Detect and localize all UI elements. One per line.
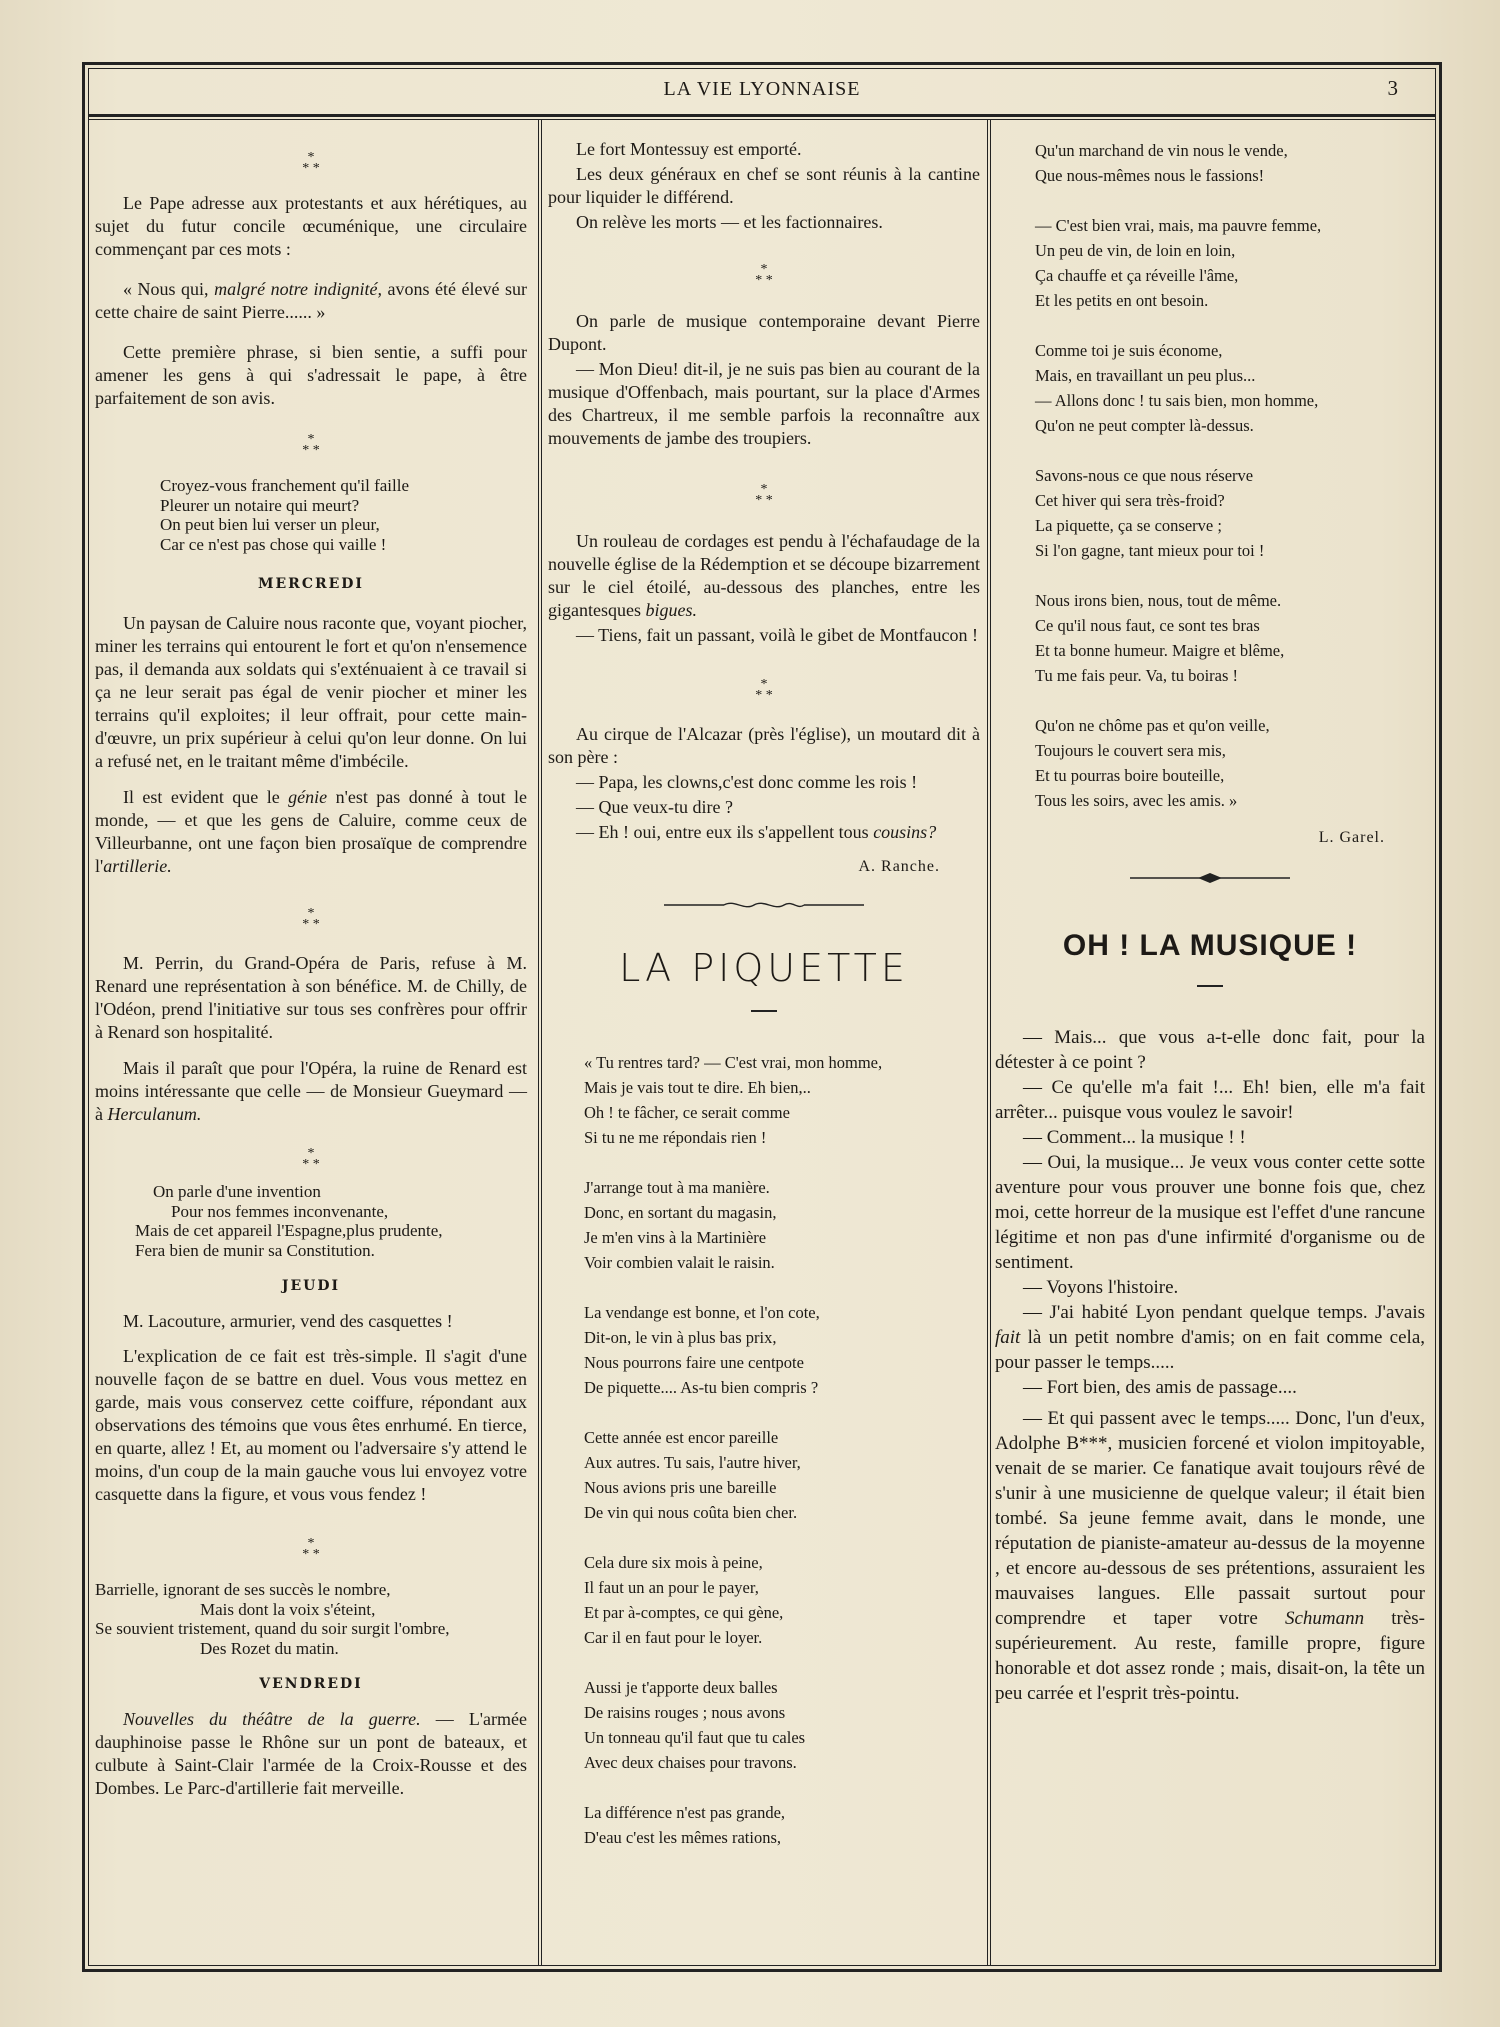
signature: A. Ranche. — [858, 858, 940, 875]
poem-line: Oh ! te fâcher, ce serait comme — [584, 1103, 790, 1122]
section-heading-jeudi: JEUDI — [281, 1278, 341, 1294]
poem-line: Nous irons bien, nous, tout de même. — [1035, 591, 1282, 610]
poem-line: Tu me fais peur. Va, tu boiras ! — [1035, 666, 1239, 685]
poem-stanza — [584, 1675, 980, 1775]
signature: L. Garel. — [1318, 829, 1385, 846]
column-divider-2b — [990, 120, 991, 1966]
poem-line: Un tonneau qu'il faut que tu cales — [584, 1728, 806, 1747]
paragraph: Un rouleau de cordages est pendu à l'échafaudage de la nouvelle église de la Rédemption et se découpe bizarrement sur le ciel étoilé, au-dessous des planches, entre les gigantesques bigues. — [548, 531, 980, 620]
poem-line: La piquette, ça se conserve ; — [1035, 516, 1222, 535]
poem-line: Avec deux chaises pour travons. — [584, 1753, 797, 1772]
poem-line: Cela dure six mois à peine, — [584, 1553, 763, 1572]
poem-line: Et ta bonne humeur. Maigre et blême, — [1035, 641, 1285, 660]
poem-line: La vendange est bonne, et l'on cote, — [584, 1303, 820, 1322]
poem-line: De raisins rouges ; nous avons — [584, 1703, 786, 1722]
poem-body — [548, 1050, 980, 1850]
paragraph: M. Lacouture, armurier, vend des casquettes ! — [123, 1311, 453, 1331]
poem-line: Car il en faut pour le loyer. — [584, 1628, 763, 1647]
ornament-divider — [664, 898, 864, 912]
poem-stanza — [584, 1175, 980, 1275]
header-rule — [88, 114, 1436, 117]
poem-line: « Tu rentres tard? — C'est vrai, mon homme, — [584, 1053, 883, 1072]
poem-line: Que nous-mêmes nous le fassions! — [1035, 166, 1265, 185]
poem-line: La différence n'est pas grande, — [584, 1803, 786, 1822]
poem-line: Et par à-comptes, ce qui gène, — [584, 1603, 784, 1622]
column-1 — [95, 130, 527, 1800]
poem-stanza — [1035, 463, 1425, 563]
poem-body-continued — [995, 138, 1425, 813]
paragraph: Nouvelles du théâtre de la guerre. — L'armée dauphinoise passe le Rhône sur un pont de bateaux, et culbute à Saint-Clair l'armée de la Croix-Rousse et des Dombes. Le Parc-d'artillerie fait merveille. — [95, 1709, 528, 1798]
poem-stanza — [1035, 713, 1425, 813]
asterism: * * * — [755, 482, 773, 508]
paragraph: — Mon Dieu! dit-il, je ne suis pas bien au courant de la musique d'Offenbach, mais pourtant, sur la place d'Armes des Chartreux, il me semble parfois la reconnaître aux mouvements de jambe des troupiers. — [548, 359, 980, 448]
poem-line: Ce qu'il nous faut, ce sont tes bras — [1035, 616, 1260, 635]
poem-line: Mais, en travaillant un peu plus... — [1035, 366, 1256, 385]
paragraph: — Tiens, fait un passant, voilà le gibet de Montfaucon ! — [576, 625, 978, 645]
paragraph: Cette première phrase, si bien sentie, a suffi pour amener les gens à qui s'adressait le pape, à être parfaitement de son avis. — [95, 342, 527, 408]
poem-line: Qu'on ne chôme pas et qu'on veille, — [1035, 716, 1270, 735]
header-rule-thin — [88, 119, 1436, 120]
paragraph: — Papa, les clowns,c'est donc comme les rois ! — [576, 772, 918, 792]
asterism: * * * — [755, 677, 773, 703]
paragraph: — Fort bien, des amis de passage.... — [1023, 1377, 1297, 1398]
verse-block: Croyez-vous franchement qu'il faille Pleurer un notaire qui meurt? On peut bien lui verser un pleur, Car ce n'est pas chose qui vaille ! — [160, 476, 409, 554]
paragraph: On relève les morts — et les factionnaires. — [576, 212, 883, 232]
poem-title: LA PIQUETTE — [619, 946, 909, 990]
paragraph: — Eh ! oui, entre eux ils s'appellent tous cousins? — [576, 822, 937, 842]
article-title: OH ! LA MUSIQUE ! — [1062, 929, 1358, 962]
poem-line: De vin qui nous coûta bien cher. — [584, 1503, 798, 1522]
paragraph: — Que veux-tu dire ? — [576, 797, 733, 817]
poem-line: Je m'en vins à la Martinière — [584, 1228, 767, 1247]
poem-line: Un peu de vin, de loin en loin, — [1035, 241, 1236, 260]
paragraph: — Oui, la musique... Je veux vous conter cette sotte aventure pour vous prouver une bonne fois que, chez moi, cette horreur de la musique est l'effet d'une rancune légitime et non pas d'une infirmité d'organisme ou de sentiment. — [995, 1152, 1425, 1273]
poem-line: Voir combien valait le raisin. — [584, 1253, 775, 1272]
poem-line: Si tu ne me répondais rien ! — [584, 1128, 767, 1147]
poem-line: Cette année est encor pareille — [584, 1428, 779, 1447]
poem-line: De piquette.... As-tu bien compris ? — [584, 1378, 819, 1397]
poem-line: — Allons donc ! tu sais bien, mon homme, — [1035, 391, 1319, 410]
poem-line: Et les petits en ont besoin. — [1035, 291, 1209, 310]
poem-stanza — [584, 1425, 980, 1525]
poem-line: Comme toi je suis économe, — [1035, 341, 1223, 360]
poem-stanza — [1035, 338, 1425, 438]
poem-line: Et tu pourras boire bouteille, — [1035, 766, 1225, 785]
paragraph: Mais il paraît que pour l'Opéra, la ruine de Renard est moins intéressante que celle — de Monsieur Gueymard — à Herculanum. — [95, 1058, 527, 1124]
asterism: * * * — [302, 1146, 320, 1172]
poem-line: Savons-nous ce que nous réserve — [1035, 466, 1254, 485]
paragraph: Les deux généraux en chef se sont réunis à la cantine pour liquider le différend. — [548, 164, 980, 207]
poem-line: Nous pourrons faire une centpote — [584, 1353, 804, 1372]
poem-line: Tous les soirs, avec les amis. » — [1035, 791, 1238, 810]
poem-line: Donc, en sortant du magasin, — [584, 1203, 777, 1222]
asterism: * * * — [755, 262, 773, 288]
column-divider-2 — [987, 120, 988, 1966]
column-divider-1b — [541, 120, 542, 1966]
poem-line: Toujours le couvert sera mis, — [1035, 741, 1226, 760]
poem-stanza — [584, 1800, 980, 1850]
poem-stanza — [584, 1050, 980, 1150]
paragraph: « Nous qui, malgré notre indignité, avons été élevé sur cette chaire de saint Pierre...... » — [95, 279, 528, 322]
poem-line: J'arrange tout à ma manière. — [584, 1178, 770, 1197]
paragraph: M. Perrin, du Grand-Opéra de Paris, refuse à M. Renard une représentation à son bénéfice. M. de Chilly, de l'Odéon, prend l'initiative sur tous ses confrères pour offrir à Renard son hospitalité. — [95, 953, 527, 1042]
poem-line: Dit-on, le vin à plus bas prix, — [584, 1328, 777, 1347]
page-header — [88, 68, 1436, 114]
article-body — [995, 1025, 1425, 1706]
column-3 — [995, 130, 1425, 1706]
poem-stanza — [1035, 213, 1425, 313]
paragraph: — Voyons l'histoire. — [1023, 1277, 1179, 1298]
paragraph: — J'ai habité Lyon pendant quelque temps. J'avais fait là un petit nombre d'amis; on en fait comme cela, pour passer le temps..... — [995, 1302, 1425, 1373]
asterism: * * * — [302, 1536, 320, 1562]
paragraph: L'explication de ce fait est très-simple. Il s'agit d'une nouvelle façon de se battre en duel. Vous vous mettez en garde, mais vous conservez cette coiffure, répondant aux observations des témoins que vous êtes enrhumé. En tierce, en quarte, allez ! Et, au moment ou l'adversaire s'y attend le moins, d'un coup de la main gauche vous lui envoyez votre casquette dans la figure, et vous vous fendez ! — [95, 1346, 527, 1504]
asterism: * * * — [302, 906, 320, 932]
poem-line: Qu'on ne peut compter là-dessus. — [1035, 416, 1254, 435]
poem-line: Nous avions pris une bareille — [584, 1478, 777, 1497]
paragraph: — Et qui passent avec le temps..... Donc, l'un d'eux, Adolphe B***, musicien forcené et violon impitoyable, venait de se marier. Ce fanatique avait toujours rêvé de s'unir à une musicienne de quelque valeur; il était bien tombé. Sa jeune femme avait, dans le monde, une réputation de pianiste-amateur au-dessus de la moyenne , et encore au-dessous de ses prétentions, assuraient les mauvaises langues. Elle passait surtout pour comprendre et taper votre Schumann très-supérieurement. Au reste, famille propre, figure honorable et dot assez ronde ; mais, disait-on, la tête un peu carrée et l'esprit très-pointu. — [995, 1408, 1425, 1704]
ornament-divider — [1130, 871, 1290, 885]
poem-line: Il faut un an pour le payer, — [584, 1578, 759, 1597]
paragraph: — Mais... que vous a-t-elle donc fait, pour la détester à ce point ? — [995, 1027, 1425, 1073]
paragraph: Le Pape adresse aux protestants et aux hérétiques, au sujet du futur concile œcuménique, une circulaire commençant par ces mots : — [95, 193, 527, 259]
page-number: 3 — [1387, 76, 1398, 100]
poem-stanza — [1035, 588, 1425, 688]
paragraph: Un paysan de Caluire nous raconte que, voyant piocher, miner les terrains qui entourent le fort et qu'on n'ensemence pas, il demanda aux soldats qui s'exténuaient à ce travail si ça ne leur serait pas égal de venir piocher et miner les terrains qu'il exploites; il leur offrait, pour cette main-d'œuvre, un prix supérieur à celui qu'on leur donne. On lui a refusé net, en le traitant même d'imbécile. — [95, 613, 527, 771]
section-heading-vendredi: VENDREDI — [259, 1676, 363, 1692]
asterism: * * * — [302, 432, 320, 458]
poem-stanza — [584, 1550, 980, 1650]
paragraph: — Ce qu'elle m'a fait !... Eh! bien, elle m'a fait arrêter... puisque vous voulez le savoir! — [995, 1077, 1425, 1123]
paragraph: — Comment... la musique ! ! — [1023, 1127, 1246, 1148]
poem-line: Aux autres. Tu sais, l'autre hiver, — [584, 1453, 801, 1472]
poem-line: — C'est bien vrai, mais, ma pauvre femme, — [1035, 216, 1322, 235]
paragraph: On parle de musique contemporaine devant Pierre Dupont. — [548, 311, 980, 354]
poem-line: Ça chauffe et ça réveille l'âme, — [1035, 266, 1239, 285]
paragraph: Il est evident que le génie n'est pas donné à tout le monde, — et que les gens de Caluire, comme ceux de Villeurbanne, ont une façon bien prosaïque de comprendre l'artillerie. — [95, 787, 528, 876]
verse-block: Barrielle, ignorant de ses succès le nombre, Mais dont la voix s'éteint, Se souvient tristement, quand du soir surgit l'ombre, Des Rozet du matin. — [95, 1580, 450, 1658]
verse-block: On parle d'une invention Pour nos femmes inconvenante, Mais de cet appareil l'Espagne,plus prudente, Fera bien de munir sa Constitution. — [135, 1182, 443, 1260]
poem-line: Mais je vais tout te dire. Eh bien,.. — [584, 1078, 811, 1097]
poem-stanza — [584, 1300, 980, 1400]
newspaper-title: LA VIE LYONNAISE — [663, 78, 861, 100]
poem-line: Si l'on gagne, tant mieux pour toi ! — [1035, 541, 1265, 560]
poem-stanza — [1035, 138, 1425, 188]
poem-line: Cet hiver qui sera très-froid? — [1035, 491, 1225, 510]
column-divider-1 — [538, 120, 539, 1966]
paragraph: Au cirque de l'Alcazar (près l'église), un moutard dit à son père : — [548, 724, 980, 767]
asterism: * * * — [302, 150, 320, 176]
poem-line: Aussi je t'apporte deux balles — [584, 1678, 778, 1697]
poem-line: D'eau c'est les mêmes rations, — [584, 1828, 782, 1847]
section-heading-mercredi: MERCREDI — [258, 576, 364, 592]
poem-line: Qu'un marchand de vin nous le vende, — [1035, 141, 1288, 160]
column-2 — [548, 130, 980, 1850]
paragraph: Le fort Montessuy est emporté. — [576, 139, 802, 159]
